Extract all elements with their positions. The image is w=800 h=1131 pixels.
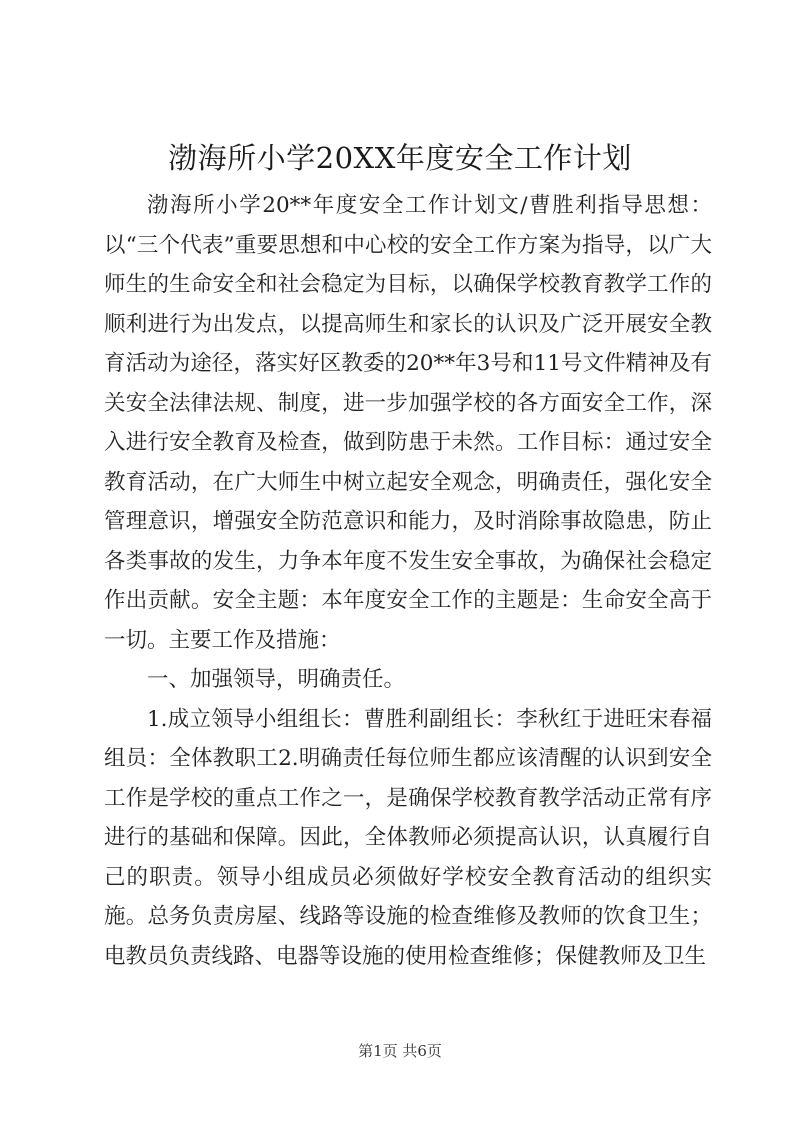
paragraph-intro: 渤海所小学20**年度安全工作计划文/曹胜利指导思想：以“三个代表”重要思想和中心校的安全工作方案为指导，以广大师生的生命安全和社会稳定为目标，以确保学校教育教学工作的顺利进行为出发点，以提高师生和家长的认识及广泛开展安全教育活动为途径，落实好区教委的20**年3号和11号文件精神及有关安全法律法规、制度，进一步加强学校的各方面安全工作，深入进行安全教育及检查，做到防患于未然。工作目标：通过安全教育活动，在广大师生中树立起安全观念，明确责任，强化安全管理意识，增强安全防范意识和能力，及时消除事故隐患，防止各类事故的发生，力争本年度不发生安全事故，为确保社会稳定作出贡献。安全主题：本年度安全工作的主题是：生命安全高于一切。主要工作及措施： [104, 193, 712, 653]
paragraph-section-heading: 一、加强领导，明确责任。 [147, 667, 406, 692]
paragraph-leadership: 1.成立领导小组组长：曹胜利副组长：李秋红于进旺宋春福组员：全体教职工2.明确责任每位师生都应该清醒的认识到安全工作是学校的重点工作之一，是确保学校教育教学活动正常有序进行的基础和保障。因此，全体教师必须提高认识，认真履行自己的职责。领导小组成员必须做好学校安全教育活动的组织实施。总务负责房屋、线路等设施的检查维修及教师的饮食卫生；电教员负责线路、电器等设施的使用检查维修；保健教师及卫生 [104, 706, 712, 969]
page-indicator: 第1页 共6页 [358, 1042, 442, 1060]
document-title: 渤海所小学20XX年度安全工作计划 [168, 141, 632, 175]
document-body [104, 186, 712, 976]
